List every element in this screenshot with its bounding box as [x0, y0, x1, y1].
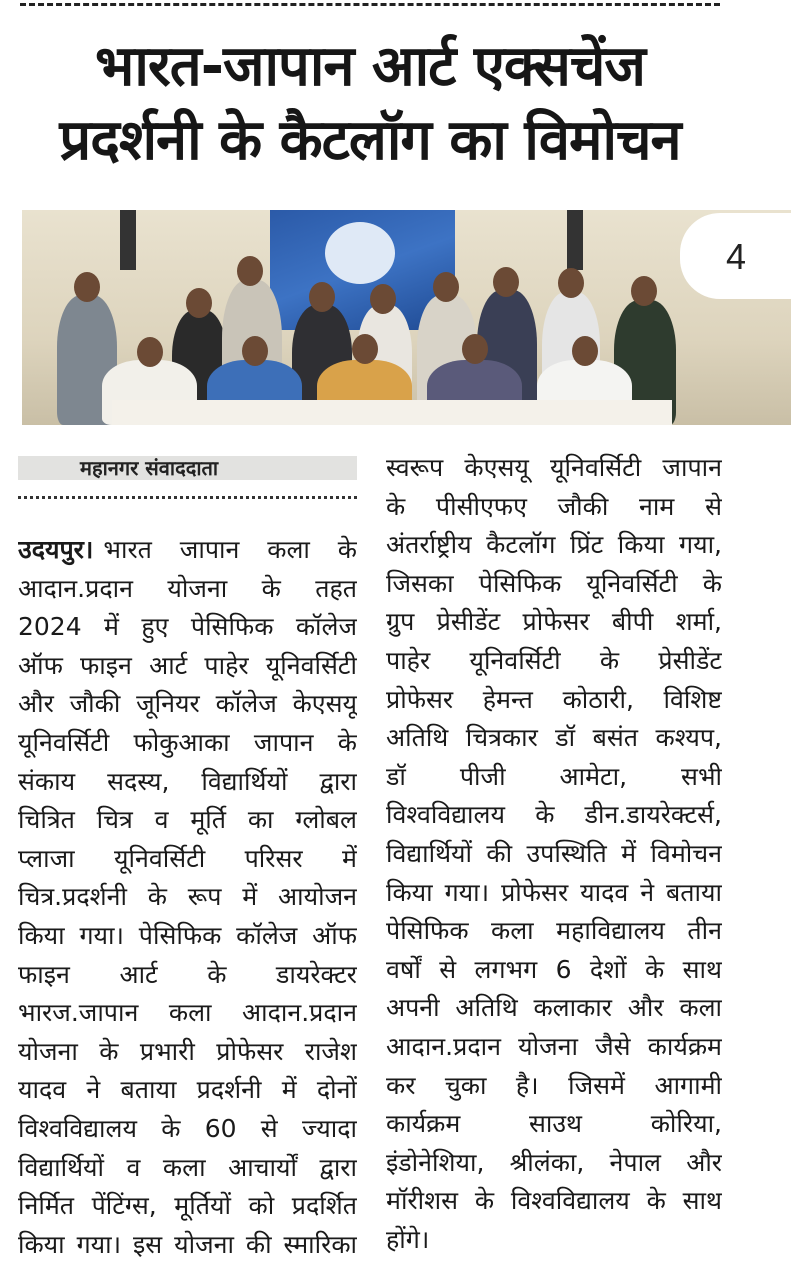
article-line: प्लाजा यूनिवर्सिटी परिसर में [18, 843, 357, 873]
wall-pillar [567, 210, 583, 270]
headline-line-2: प्रदर्शनी के कैटलॉग का विमोचन [59, 108, 681, 173]
article-line: जिसका पेसिफिक यूनिवर्सिटी के [386, 568, 722, 598]
article-line: पाहेर यूनिवर्सिटी के प्रेसीडेंट [386, 645, 722, 675]
article-line: प्रोफेसर हेमन्त कोठारी, विशिष्ट [386, 684, 722, 714]
article-line: यादव ने बताया प्रदर्शनी में दोनों [18, 1075, 357, 1105]
article-line: और जौकी जूनियर कॉलेज केएसयू [18, 689, 357, 719]
byline: महानगर संवाददाता [18, 456, 357, 480]
person-head [631, 276, 657, 306]
person-head [352, 334, 378, 364]
page-number: 4 [726, 236, 747, 277]
person-head [137, 337, 163, 367]
article-line: चित्रित चित्र व मूर्ति का ग्लोबल [18, 805, 357, 835]
person-head [237, 256, 263, 286]
article-line: पेसिफिक कला महाविद्यालय तीन [386, 916, 722, 946]
person-head [309, 282, 335, 312]
article-line: होंगे। [386, 1224, 430, 1254]
article-line: विद्यार्थियों की उपस्थिति में विमोचन [386, 838, 722, 868]
wall-pillar [120, 210, 136, 270]
article-line: के पीसीएफए जौकी नाम से [386, 491, 722, 521]
article-line: अतिथि चित्रकार डॉ बसंत कश्यप, [386, 723, 722, 753]
table [112, 400, 672, 425]
person-head [558, 268, 584, 298]
article-line: संकाय सदस्य, विद्यार्थियों द्वारा [18, 766, 357, 796]
news-photo [22, 210, 791, 425]
article-line: भारज.जापान कला आदान.प्रदान [18, 998, 357, 1028]
person-head [433, 272, 459, 302]
article-line: ऑफ फाइन आर्ट पाहेर यूनिवर्सिटी [18, 650, 357, 680]
article-line: कर चुका है। जिसमें आगामी [386, 1070, 722, 1100]
article-line: विश्वविद्यालय के 60 से ज्यादा [18, 1113, 357, 1143]
article-column-left [18, 531, 357, 1264]
article-line: डॉ पीजी आमेटा, सभी [386, 761, 722, 791]
article-line: यूनिवर्सिटी फोकुआका जापान के [18, 727, 357, 757]
person-head [242, 336, 268, 366]
article-line: किया गया। इस योजना की स्मारिका [18, 1229, 357, 1259]
article-line: चित्र.प्रदर्शनी के रूप में आयोजन [18, 882, 357, 912]
article-line: किया गया। पेसिफिक कॉलेज ऑफ [18, 920, 357, 950]
article-line: अपनी अतिथि कलाकार और कला [386, 993, 722, 1023]
banner-logo [325, 222, 395, 284]
article-line: कार्यक्रम साउथ कोरिया, [386, 1109, 722, 1139]
article-line: आदान.प्रदान योजना के तहत [18, 573, 357, 603]
person-head [370, 284, 396, 314]
person-head [462, 334, 488, 364]
article-line: फाइन आर्ट के डायरेक्टर [18, 959, 357, 989]
dotted-divider [18, 496, 357, 499]
dateline: उदयपुर। [18, 535, 94, 564]
person-head [493, 267, 519, 297]
article-line: विश्वविद्यालय के डीन.डायरेक्टर्स, [386, 800, 722, 830]
article-line: ग्रुप प्रेसीडेंट प्रोफेसर बीपी शर्मा, [386, 607, 722, 637]
article-line: मॉरीशस के विश्वविद्यालय के साथ [386, 1186, 722, 1216]
article-line [18, 531, 357, 570]
article-line: 2024 में हुए पेसिफिक कॉलेज [18, 612, 357, 642]
person-head [572, 336, 598, 366]
article-line: किया गया। प्रोफेसर यादव ने बताया [386, 877, 722, 907]
article-line-text: भारत जापान कला के [103, 535, 357, 564]
top-dashed-rule [20, 3, 720, 6]
article-line: आदान.प्रदान योजना जैसे कार्यक्रम [386, 1031, 722, 1061]
article-column-right [386, 449, 722, 1259]
article-line: अंतर्राष्ट्रीय कैटलॉग प्रिंट किया गया, [386, 530, 722, 560]
article-line: निर्मित पेंटिंग्स, मूर्तियों को प्रदर्शित [18, 1191, 357, 1221]
article-line: इंडोनेशिया, श्रीलंका, नेपाल और [386, 1147, 722, 1177]
person-head [186, 288, 212, 318]
headline-line-1: भारत-जापान आर्ट एक्सचेंज [95, 34, 645, 99]
article-line: स्वरूप केएसयू यूनिवर्सिटी जापान [386, 453, 722, 482]
article-line: विद्यार्थियों व कला आचार्यों द्वारा [18, 1152, 357, 1182]
article-line: योजना के प्रभारी प्रोफेसर राजेश [18, 1036, 357, 1066]
person-head [74, 272, 100, 302]
article-line: वर्षों से लगभग 6 देशों के साथ [386, 954, 722, 984]
